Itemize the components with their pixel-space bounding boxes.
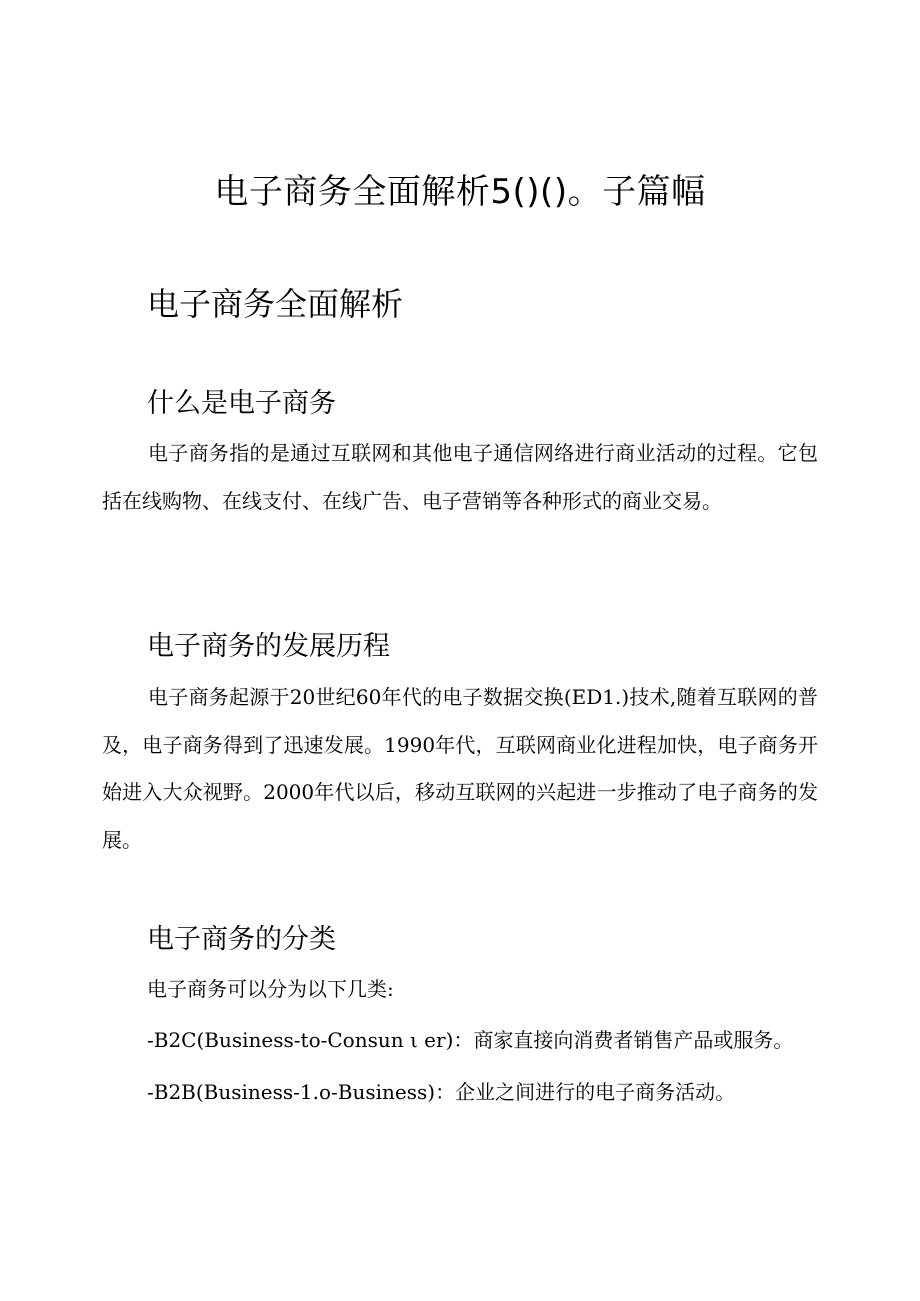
section-body-what-is: 电子商务指的是通过互联网和其他电子通信网络进行商业活动的过程。它包括在线购物、在线支付、在线广告、电子营销等各种形式的商业交易。 [102,441,818,513]
category-item-b2b: -B2B(Business-1.o-Business)：企业之间进行的电子商务活动。 [147,1080,736,1104]
section-heading-history: 电子商务的发展历程 [147,631,390,662]
categories-intro: 电子商务可以分为以下几类: [147,977,394,1001]
section-heading-what-is: 什么是电子商务 [147,388,336,419]
category-item-b2c: -B2C(Business-to-Consun ι er)：商家直接向消费者销售产品或服务。 [147,1028,794,1052]
section-body-history: 电子商务起源于20世纪60年代的电子数据交换(ED1.)技术,随着互联网的普及，电子商务得到了迅速发展。1990年代，互联网商业化进程加快，电子商务开始进入大众视野。2000年代以后，移动互联网的兴起进一步推动了电子商务的发展。 [102,685,818,852]
section-heading-categories: 电子商务的分类 [147,924,336,955]
main-heading: 电子商务全面解析 [147,285,404,323]
document-title: 电子商务全面解析5()()。子篇幅 [214,172,706,212]
